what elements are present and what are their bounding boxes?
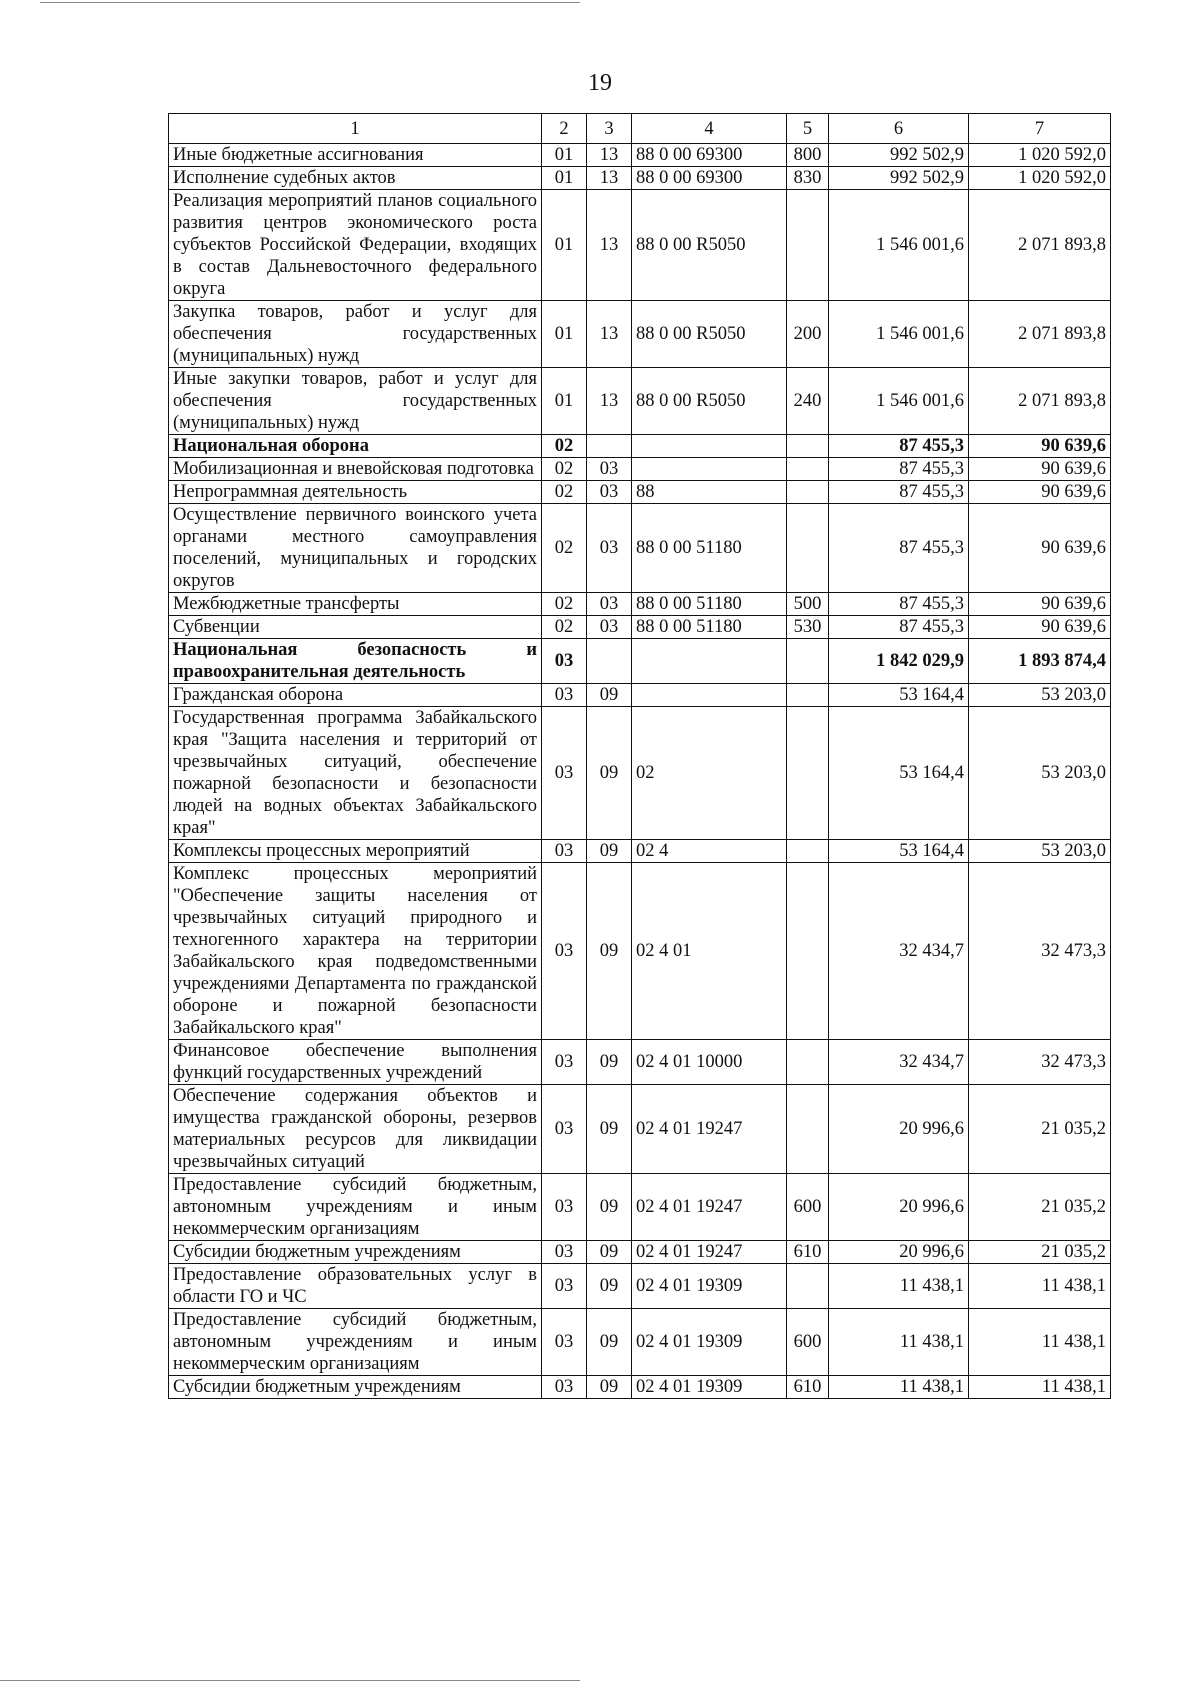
section-code-cell: 01 <box>542 368 587 435</box>
row-name-cell: Мобилизационная и вневойсковая подготовка <box>169 458 542 481</box>
table-row <box>169 863 1111 1040</box>
table-row <box>169 1085 1111 1174</box>
amount-col6-cell: 20 996,6 <box>829 1241 969 1264</box>
target-article-cell: 02 4 01 19247 <box>632 1085 787 1174</box>
row-name-cell: Исполнение судебных актов <box>169 167 542 190</box>
column-header-7: 7 <box>969 114 1111 144</box>
target-article-cell: 88 0 00 51180 <box>632 593 787 616</box>
amount-col6-cell: 1 546 001,6 <box>829 368 969 435</box>
row-name-cell: Предоставление субсидий бюджетным, автономным учреждениям и иным некоммерческим организациям <box>169 1174 542 1241</box>
expense-type-cell <box>787 1264 829 1309</box>
expense-type-cell <box>787 1085 829 1174</box>
target-article-cell: 02 4 01 <box>632 863 787 1040</box>
target-article-cell: 02 4 <box>632 840 787 863</box>
expense-type-cell <box>787 458 829 481</box>
table-row <box>169 1174 1111 1241</box>
row-name-cell: Субсидии бюджетным учреждениям <box>169 1241 542 1264</box>
amount-col6-cell: 20 996,6 <box>829 1085 969 1174</box>
target-article-cell: 88 0 00 51180 <box>632 504 787 593</box>
expense-type-cell: 830 <box>787 167 829 190</box>
table-row <box>169 1309 1111 1376</box>
row-name-cell: Гражданская оборона <box>169 684 542 707</box>
amount-col6-cell: 87 455,3 <box>829 504 969 593</box>
amount-col6-cell: 87 455,3 <box>829 435 969 458</box>
subsection-code-cell: 09 <box>587 1174 632 1241</box>
target-article-cell: 88 0 00 R5050 <box>632 368 787 435</box>
amount-col6-cell: 87 455,3 <box>829 616 969 639</box>
table-row <box>169 368 1111 435</box>
row-name-cell: Предоставление субсидий бюджетным, автономным учреждениям и иным некоммерческим организациям <box>169 1309 542 1376</box>
section-code-cell: 03 <box>542 639 587 684</box>
target-article-cell: 02 4 01 10000 <box>632 1040 787 1085</box>
amount-col6-cell: 53 164,4 <box>829 707 969 840</box>
section-code-cell: 03 <box>542 684 587 707</box>
target-article-cell: 02 4 01 19247 <box>632 1241 787 1264</box>
section-code-cell: 03 <box>542 1085 587 1174</box>
section-code-cell: 01 <box>542 301 587 368</box>
subsection-code-cell: 09 <box>587 707 632 840</box>
amount-col7-cell: 90 639,6 <box>969 504 1111 593</box>
subsection-code-cell: 03 <box>587 504 632 593</box>
amount-col7-cell: 1 020 592,0 <box>969 167 1111 190</box>
amount-col6-cell: 53 164,4 <box>829 840 969 863</box>
amount-col7-cell: 53 203,0 <box>969 684 1111 707</box>
row-name-cell: Реализация мероприятий планов социального развития центров экономического роста субъектов Российской Федерации, входящих в состав Дальневосточного федерального округа <box>169 190 542 301</box>
table-body <box>169 144 1111 1399</box>
section-code-cell: 03 <box>542 707 587 840</box>
expense-type-cell <box>787 190 829 301</box>
table-header-row <box>169 114 1111 144</box>
amount-col7-cell: 53 203,0 <box>969 707 1111 840</box>
row-name-cell: Иные бюджетные ассигнования <box>169 144 542 167</box>
amount-col7-cell: 11 438,1 <box>969 1309 1111 1376</box>
row-name-cell: Субвенции <box>169 616 542 639</box>
expense-type-cell <box>787 684 829 707</box>
expense-type-cell: 600 <box>787 1309 829 1376</box>
amount-col6-cell: 11 438,1 <box>829 1309 969 1376</box>
amount-col6-cell: 11 438,1 <box>829 1376 969 1399</box>
row-name-cell: Непрограммная деятельность <box>169 481 542 504</box>
row-name-cell: Комплекс процессных мероприятий "Обеспечение защиты населения от чрезвычайных ситуаций природного и техногенного характера на территории Забайкальского края подведомственными учреждениями Департамента по гражданской обороне и пожарной безопасности Забайкальского края" <box>169 863 542 1040</box>
column-header-2: 2 <box>542 114 587 144</box>
subsection-code-cell: 09 <box>587 840 632 863</box>
target-article-cell: 88 <box>632 481 787 504</box>
amount-col7-cell: 21 035,2 <box>969 1174 1111 1241</box>
subsection-code-cell: 09 <box>587 684 632 707</box>
amount-col7-cell: 32 473,3 <box>969 863 1111 1040</box>
target-article-cell <box>632 435 787 458</box>
amount-col7-cell: 11 438,1 <box>969 1264 1111 1309</box>
expense-type-cell: 610 <box>787 1241 829 1264</box>
expense-type-cell <box>787 1040 829 1085</box>
row-name-cell: Комплексы процессных мероприятий <box>169 840 542 863</box>
table-row <box>169 504 1111 593</box>
amount-col6-cell: 53 164,4 <box>829 684 969 707</box>
table-row <box>169 1376 1111 1399</box>
target-article-cell <box>632 458 787 481</box>
section-code-cell: 03 <box>542 1174 587 1241</box>
table-row <box>169 167 1111 190</box>
table-row <box>169 435 1111 458</box>
table-row <box>169 458 1111 481</box>
table-row <box>169 1040 1111 1085</box>
budget-table <box>168 113 1111 1399</box>
subsection-code-cell: 09 <box>587 1040 632 1085</box>
section-code-cell: 02 <box>542 616 587 639</box>
amount-col6-cell: 87 455,3 <box>829 593 969 616</box>
scan-edge-top <box>40 2 580 3</box>
section-code-cell: 02 <box>542 458 587 481</box>
subsection-code-cell: 09 <box>587 863 632 1040</box>
table-row <box>169 840 1111 863</box>
section-code-cell: 03 <box>542 1264 587 1309</box>
target-article-cell <box>632 684 787 707</box>
amount-col7-cell: 90 639,6 <box>969 481 1111 504</box>
expense-type-cell: 240 <box>787 368 829 435</box>
row-name-cell: Национальная оборона <box>169 435 542 458</box>
amount-col7-cell: 53 203,0 <box>969 840 1111 863</box>
amount-col7-cell: 90 639,6 <box>969 435 1111 458</box>
table-row <box>169 593 1111 616</box>
subsection-code-cell: 13 <box>587 144 632 167</box>
amount-col7-cell: 1 893 874,4 <box>969 639 1111 684</box>
amount-col7-cell: 21 035,2 <box>969 1085 1111 1174</box>
section-code-cell: 03 <box>542 840 587 863</box>
target-article-cell: 88 0 00 R5050 <box>632 301 787 368</box>
subsection-code-cell: 03 <box>587 481 632 504</box>
scan-edge-bottom <box>0 1680 580 1681</box>
target-article-cell: 02 4 01 19309 <box>632 1376 787 1399</box>
amount-col7-cell: 2 071 893,8 <box>969 301 1111 368</box>
amount-col7-cell: 90 639,6 <box>969 458 1111 481</box>
section-code-cell: 02 <box>542 481 587 504</box>
subsection-code-cell: 09 <box>587 1085 632 1174</box>
amount-col7-cell: 32 473,3 <box>969 1040 1111 1085</box>
row-name-cell: Межбюджетные трансферты <box>169 593 542 616</box>
amount-col7-cell: 2 071 893,8 <box>969 368 1111 435</box>
table-row <box>169 481 1111 504</box>
row-name-cell: Субсидии бюджетным учреждениям <box>169 1376 542 1399</box>
expense-type-cell <box>787 840 829 863</box>
column-header-1: 1 <box>169 114 542 144</box>
amount-col6-cell: 20 996,6 <box>829 1174 969 1241</box>
subsection-code-cell: 09 <box>587 1309 632 1376</box>
section-code-cell: 01 <box>542 167 587 190</box>
table-row <box>169 1241 1111 1264</box>
target-article-cell <box>632 639 787 684</box>
amount-col6-cell: 1 546 001,6 <box>829 301 969 368</box>
row-name-cell: Государственная программа Забайкальского края "Защита населения и территорий от чрезвычайных ситуаций, обеспечение пожарной безопасности и безопасности людей на водных объектах Забайкальского края" <box>169 707 542 840</box>
table-row <box>169 684 1111 707</box>
section-code-cell: 02 <box>542 435 587 458</box>
section-code-cell: 02 <box>542 593 587 616</box>
amount-col7-cell: 11 438,1 <box>969 1376 1111 1399</box>
table-row <box>169 639 1111 684</box>
amount-col6-cell: 32 434,7 <box>829 863 969 1040</box>
subsection-code-cell <box>587 435 632 458</box>
table-row <box>169 144 1111 167</box>
amount-col6-cell: 1 842 029,9 <box>829 639 969 684</box>
table-row <box>169 301 1111 368</box>
row-name-cell: Осуществление первичного воинского учета органами местного самоуправления поселений, муниципальных и городских округов <box>169 504 542 593</box>
table-row <box>169 707 1111 840</box>
column-header-5: 5 <box>787 114 829 144</box>
expense-type-cell <box>787 863 829 1040</box>
row-name-cell: Иные закупки товаров, работ и услуг для обеспечения государственных (муниципальных) нужд <box>169 368 542 435</box>
section-code-cell: 03 <box>542 1040 587 1085</box>
expense-type-cell: 500 <box>787 593 829 616</box>
subsection-code-cell: 13 <box>587 368 632 435</box>
column-header-6: 6 <box>829 114 969 144</box>
amount-col6-cell: 1 546 001,6 <box>829 190 969 301</box>
table-row <box>169 1264 1111 1309</box>
row-name-cell: Предоставление образовательных услуг в области ГО и ЧС <box>169 1264 542 1309</box>
expense-type-cell: 800 <box>787 144 829 167</box>
expense-type-cell: 600 <box>787 1174 829 1241</box>
target-article-cell: 02 <box>632 707 787 840</box>
page-number: 19 <box>588 70 612 96</box>
expense-type-cell <box>787 707 829 840</box>
expense-type-cell: 530 <box>787 616 829 639</box>
target-article-cell: 02 4 01 19247 <box>632 1174 787 1241</box>
column-header-3: 3 <box>587 114 632 144</box>
section-code-cell: 01 <box>542 190 587 301</box>
section-code-cell: 01 <box>542 144 587 167</box>
expense-type-cell <box>787 504 829 593</box>
target-article-cell: 88 0 00 69300 <box>632 167 787 190</box>
subsection-code-cell: 03 <box>587 593 632 616</box>
table-row <box>169 190 1111 301</box>
amount-col6-cell: 32 434,7 <box>829 1040 969 1085</box>
expense-type-cell <box>787 639 829 684</box>
subsection-code-cell: 09 <box>587 1241 632 1264</box>
table-row <box>169 616 1111 639</box>
row-name-cell: Национальная безопасность и правоохранительная деятельность <box>169 639 542 684</box>
target-article-cell: 02 4 01 19309 <box>632 1264 787 1309</box>
expense-type-cell <box>787 435 829 458</box>
amount-col6-cell: 11 438,1 <box>829 1264 969 1309</box>
subsection-code-cell: 03 <box>587 616 632 639</box>
amount-col6-cell: 992 502,9 <box>829 167 969 190</box>
subsection-code-cell <box>587 639 632 684</box>
amount-col7-cell: 1 020 592,0 <box>969 144 1111 167</box>
row-name-cell: Финансовое обеспечение выполнения функций государственных учреждений <box>169 1040 542 1085</box>
amount-col7-cell: 90 639,6 <box>969 593 1111 616</box>
target-article-cell: 88 0 00 R5050 <box>632 190 787 301</box>
column-header-4: 4 <box>632 114 787 144</box>
subsection-code-cell: 09 <box>587 1376 632 1399</box>
target-article-cell: 02 4 01 19309 <box>632 1309 787 1376</box>
subsection-code-cell: 13 <box>587 167 632 190</box>
section-code-cell: 03 <box>542 863 587 1040</box>
amount-col7-cell: 21 035,2 <box>969 1241 1111 1264</box>
expense-type-cell: 200 <box>787 301 829 368</box>
subsection-code-cell: 13 <box>587 190 632 301</box>
subsection-code-cell: 03 <box>587 458 632 481</box>
amount-col6-cell: 87 455,3 <box>829 458 969 481</box>
target-article-cell: 88 0 00 51180 <box>632 616 787 639</box>
amount-col7-cell: 2 071 893,8 <box>969 190 1111 301</box>
amount-col6-cell: 992 502,9 <box>829 144 969 167</box>
row-name-cell: Обеспечение содержания объектов и имущества гражданской обороны, резервов материальных ресурсов для ликвидации чрезвычайных ситуаций <box>169 1085 542 1174</box>
amount-col7-cell: 90 639,6 <box>969 616 1111 639</box>
subsection-code-cell: 09 <box>587 1264 632 1309</box>
section-code-cell: 02 <box>542 504 587 593</box>
expense-type-cell: 610 <box>787 1376 829 1399</box>
amount-col6-cell: 87 455,3 <box>829 481 969 504</box>
section-code-cell: 03 <box>542 1241 587 1264</box>
row-name-cell: Закупка товаров, работ и услуг для обеспечения государственных (муниципальных) нужд <box>169 301 542 368</box>
expense-type-cell <box>787 481 829 504</box>
section-code-cell: 03 <box>542 1309 587 1376</box>
subsection-code-cell: 13 <box>587 301 632 368</box>
section-code-cell: 03 <box>542 1376 587 1399</box>
target-article-cell: 88 0 00 69300 <box>632 144 787 167</box>
